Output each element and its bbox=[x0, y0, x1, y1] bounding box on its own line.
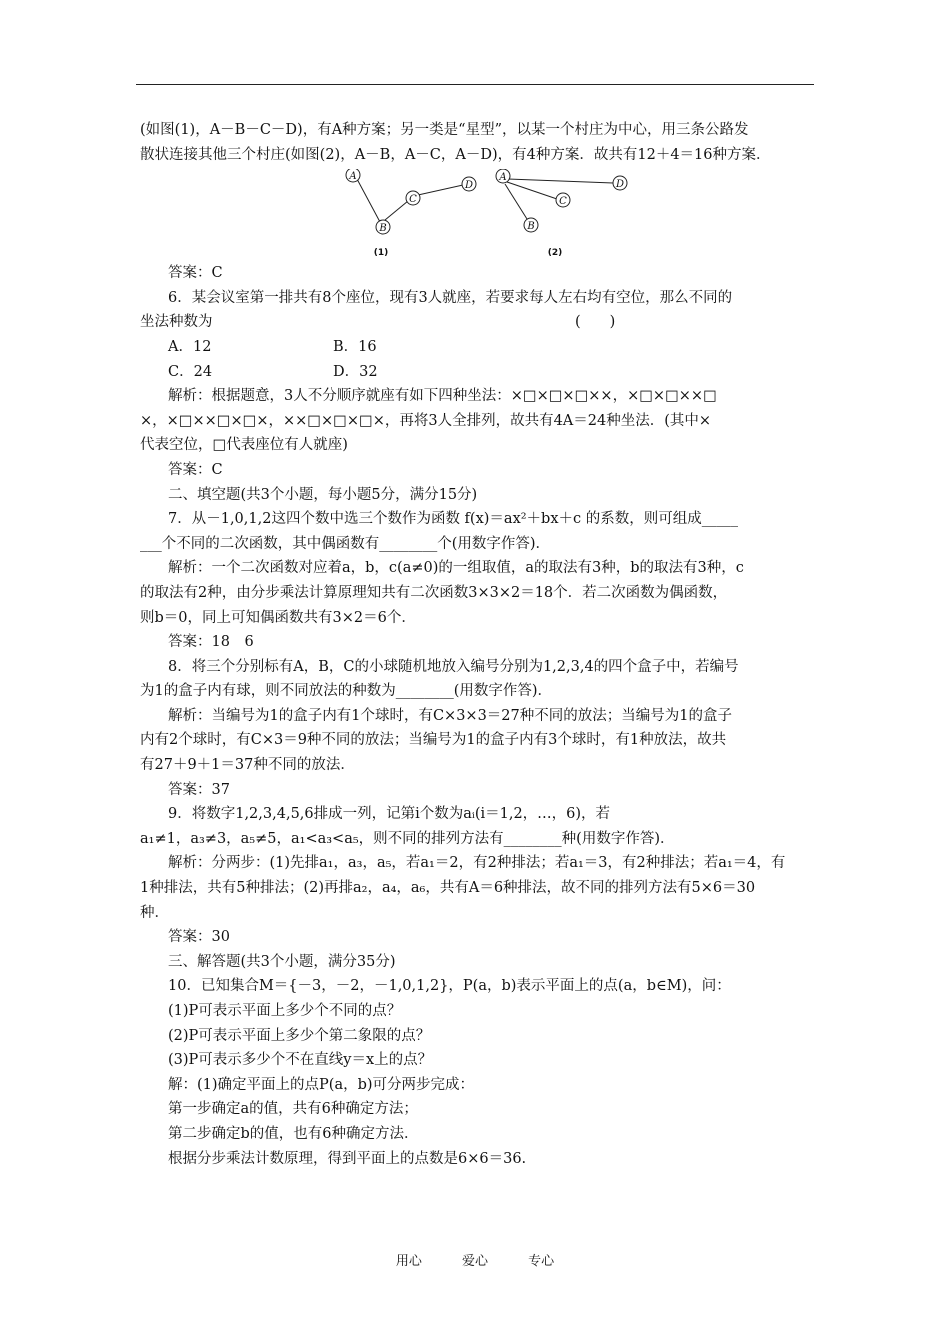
text-line: 有27＋9＋1＝37种不同的放法． bbox=[140, 757, 355, 774]
text-line: 为1的盒子内有球，则不同放法的种数为________(用数字作答)． bbox=[140, 683, 553, 700]
node-label: A bbox=[499, 172, 507, 184]
options-row bbox=[140, 335, 816, 360]
sub-question: (2)P可表示平面上多少个第二象限的点？ bbox=[168, 1027, 431, 1044]
node-label: B bbox=[527, 221, 535, 233]
question-6: 6．某会议室第一排共有8个座位，现有3人就座，若要求每人左右均有空位，那么不同的 bbox=[168, 289, 733, 306]
node-label: C bbox=[559, 196, 567, 208]
node-label: A bbox=[349, 171, 357, 183]
text-line: 的取法有2种，由分步乘法计算原理知共有二次函数3×3×2＝18个．若二次函数为偶函数， bbox=[140, 584, 728, 601]
text-line: 代表空位，□代表座位有人就座) bbox=[140, 437, 348, 454]
question-7: 7．从－1,0,1,2这四个数中选三个数作为函数 f(x)＝ax²＋bx＋c 的系数，则可组成_____ bbox=[168, 511, 738, 528]
text-line: (如图(1)，A－B－C－D)，有A种方案；另一类是“星型”，以某一个村庄为中心，用三条公路发 bbox=[140, 122, 749, 138]
text-line: 散状连接其他三个村庄(如图(2)，A－B，A－C，A－D)，有4种方案．故共有12＋4＝16种方案． bbox=[140, 146, 771, 163]
solution-line: 解析：当编号为1的盒子内有1个球时，有C×3×3＝27种不同的放法；当编号为1的盒子 bbox=[168, 707, 732, 724]
node-label: C bbox=[409, 194, 417, 206]
text-line: 1种排法，共有5种排法；(2)再排a₂，a₄，a₆，共有A＝6种排法，故不同的排列方法有5×6＝30 bbox=[140, 880, 756, 897]
solution-line: 根据分步乘法计数原理，得到平面上的点数是6×6＝36. bbox=[168, 1150, 527, 1167]
node-label: D bbox=[615, 179, 625, 191]
sub-question: (3)P可表示多少个不在直线y＝x上的点？ bbox=[168, 1052, 433, 1069]
footer-text: 专心 bbox=[528, 1254, 555, 1269]
figure-village-graphs bbox=[140, 167, 816, 261]
question-10: 10．已知集合M＝{－3，－2，－1,0,1,2}，P(a，b)表示平面上的点(a，b∈M)，问： bbox=[168, 978, 731, 995]
question-9: 9．将数字1,2,3,4,5,6排成一列，记第i个数为aᵢ(i＝1,2，…，6)，若 bbox=[168, 806, 611, 823]
text-line: a₁≠1，a₃≠3，a₅≠5，a₁<a₃<a₅，则不同的排列方法有________种(用数字作答)． bbox=[140, 830, 675, 847]
page-footer bbox=[0, 1250, 950, 1269]
answer-line: 答案：30 bbox=[168, 929, 230, 946]
text-line: ___个不同的二次函数，其中偶函数有________个(用数字作答)． bbox=[140, 535, 551, 552]
text-line: 则b＝0，同上可知偶函数共有3×2＝6个． bbox=[140, 609, 416, 626]
section-heading: 三、解答题(共3个小题，满分35分) bbox=[168, 953, 396, 970]
option-d: D．32 bbox=[333, 363, 378, 380]
footer-text: 用心 bbox=[395, 1254, 422, 1269]
option-c: C．24 bbox=[168, 363, 213, 380]
question-8: 8．将三个分别标有A，B，C的小球随机地放入编号分别为1,2,3,4的四个盒子中，若编号 bbox=[168, 658, 739, 675]
figure-label-2: (2) bbox=[547, 248, 563, 259]
solution-line: 解析：根据题意，3人不分顺序就座有如下四种坐法：×□×□×□××，×□×□××□ bbox=[168, 388, 717, 405]
header-rule bbox=[136, 84, 814, 85]
sub-question: (1)P可表示平面上多少个不同的点？ bbox=[168, 1003, 402, 1019]
text-line: 内有2个球时，有C×3＝9种不同的放法；当编号为1的盒子内有3个球时，有1种放法，故共 bbox=[140, 732, 727, 749]
solution-line: 第一步确定a的值，共有6种确定方法； bbox=[168, 1101, 418, 1118]
solution-line: 第二步确定b的值，也有6种确定方法． bbox=[168, 1125, 419, 1142]
node-label: D bbox=[464, 180, 474, 192]
solution-line: 解：(1)确定平面上的点P(a，b)可分两步完成： bbox=[168, 1076, 475, 1093]
answer-line: 答案：C bbox=[168, 461, 223, 478]
section-heading: 二、填空题(共3个小题，每小题5分，满分15分) bbox=[168, 486, 478, 503]
option-a: A．12 bbox=[168, 338, 212, 355]
text-line: 种． bbox=[140, 904, 169, 921]
page-content bbox=[140, 118, 816, 1171]
solution-line: 解析：一个二次函数对应着a，b，c(a≠0)的一组取值，a的取法有3种，b的取法有3种，c bbox=[168, 560, 744, 577]
figure-label-1: (1) bbox=[373, 248, 389, 259]
solution-line: 解析：分两步：(1)先排a₁，a₃，a₅，若a₁＝2，有2种排法；若a₁＝3，有2种排法；若a₁＝4，有 bbox=[168, 855, 786, 872]
options-row bbox=[140, 360, 816, 385]
node-label: B bbox=[379, 223, 387, 235]
graph-diagram bbox=[345, 169, 665, 261]
text-line: 坐法种数为 ( ) bbox=[140, 314, 616, 331]
answer-line: 答案：37 bbox=[168, 781, 230, 798]
answer-line: 答案：C bbox=[168, 265, 223, 282]
option-b: B．16 bbox=[333, 338, 377, 355]
answer-line: 答案：18 6 bbox=[168, 634, 254, 651]
footer-text: 爱心 bbox=[461, 1254, 488, 1269]
text-line: ×，×□××□×□×，××□×□×□×，再将3人全排列，故共有4A＝24种坐法．(其中× bbox=[140, 412, 712, 429]
